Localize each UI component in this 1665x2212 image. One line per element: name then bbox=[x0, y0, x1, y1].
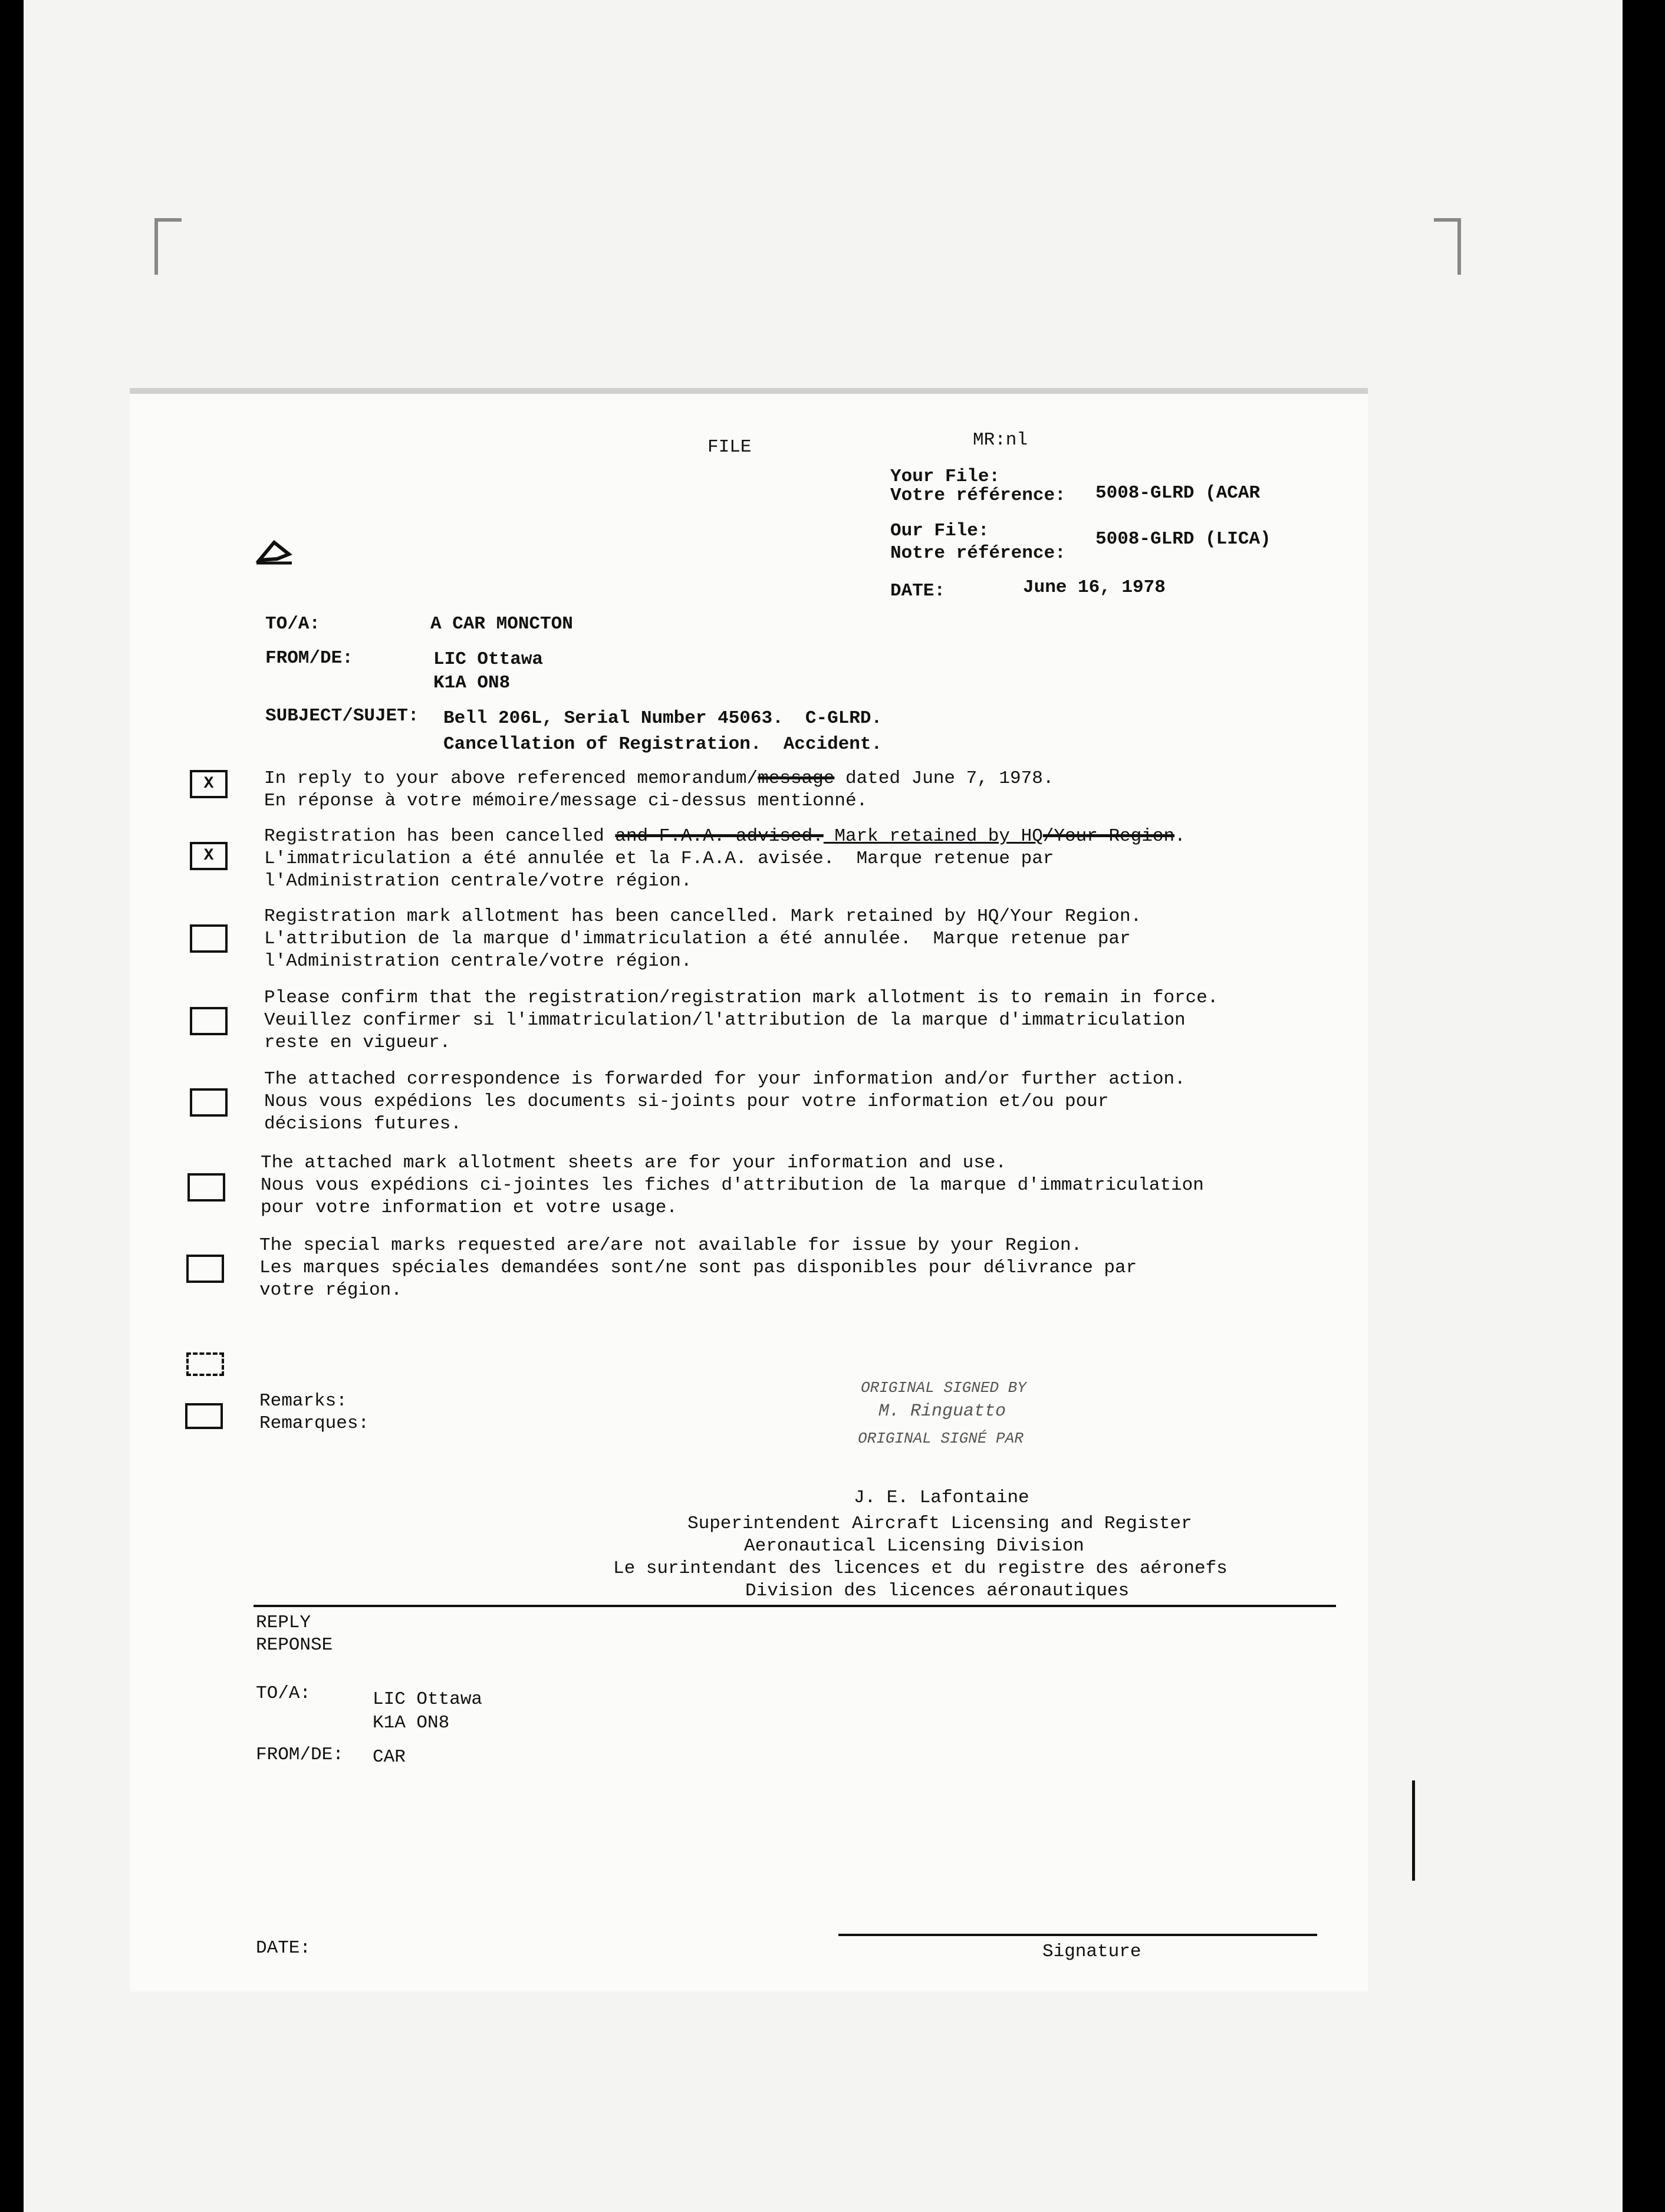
underlined-text: Mark retained by HQ bbox=[823, 826, 1043, 847]
checkbox-mark-allotment-sheets[interactable] bbox=[187, 1173, 225, 1202]
item-attached-correspondence-line-1: The attached correspondence is forwarded for your information and/or further action. bbox=[264, 1069, 1186, 1089]
struck-text: /Your Region bbox=[1042, 826, 1175, 847]
from-line-1: LIC Ottawa bbox=[433, 649, 544, 670]
your-file-label: Your File: bbox=[890, 466, 1001, 487]
to-value: A CAR MONCTON bbox=[430, 614, 573, 634]
signatory-name: J. E. Lafontaine bbox=[854, 1487, 1029, 1508]
subject-label: SUBJECT/SUJET: bbox=[265, 706, 419, 726]
subject-line-2: Cancellation of Registration. Accident. bbox=[443, 734, 883, 755]
remarks-label: Remarks: bbox=[259, 1391, 347, 1411]
initials: MR:nl bbox=[973, 430, 1028, 450]
checkbox-remarks[interactable] bbox=[185, 1403, 223, 1429]
reply-to-line-2: K1A ON8 bbox=[373, 1713, 450, 1733]
signed-stamp-name: M. Ringuatto bbox=[878, 1401, 1006, 1421]
item-registration-cancelled-line-1 bbox=[264, 825, 1186, 848]
reply-to-label: TO/A: bbox=[256, 1683, 311, 1704]
scan-edge-mark bbox=[1412, 1780, 1415, 1881]
checkbox-please-confirm[interactable] bbox=[190, 1007, 228, 1035]
item-allotment-sheets-line-1: The attached mark allotment sheets are for your information and use. bbox=[261, 1153, 1007, 1173]
from-line-2: K1A ON8 bbox=[433, 673, 511, 693]
your-file-value: 5008-GLRD (ACAR bbox=[1095, 483, 1261, 503]
item-attached-correspondence-line-3: décisions futures. bbox=[264, 1114, 462, 1134]
reponse-label: REPONSE bbox=[256, 1635, 333, 1655]
item-registration-cancelled-line-3: l'Administration centrale/votre région. bbox=[264, 871, 692, 891]
our-file-label: Our File: bbox=[890, 521, 989, 541]
checkbox-in-reply[interactable]: X bbox=[190, 770, 228, 798]
signature-line bbox=[838, 1934, 1317, 1936]
reply-label: REPLY bbox=[256, 1612, 311, 1633]
remarques-label: Remarques: bbox=[259, 1413, 370, 1434]
item-in-reply-line-1 bbox=[264, 768, 1054, 790]
checkbox-registration-cancelled[interactable]: X bbox=[190, 842, 228, 870]
checkbox-blank-1[interactable] bbox=[186, 1352, 224, 1376]
item-allotment-sheets-line-2: Nous vous expédions ci-jointes les fiches d'attribution de la marque d'immatriculation bbox=[261, 1175, 1204, 1196]
item-mark-allotment-line-3: l'Administration centrale/votre région. bbox=[264, 951, 692, 972]
crop-mark-top-left bbox=[154, 218, 182, 275]
from-label: FROM/DE: bbox=[265, 648, 353, 669]
reply-to-line-1: LIC Ottawa bbox=[373, 1689, 483, 1710]
item-in-reply-line-2: En réponse à votre mémoire/message ci-dessus mentionné. bbox=[264, 791, 868, 811]
signatory-title-2: Aeronautical Licensing Division bbox=[744, 1536, 1084, 1556]
signatory-title-3: Le surintendant des licences et du registre des aéronefs bbox=[613, 1558, 1228, 1579]
checkbox-special-marks[interactable] bbox=[186, 1255, 224, 1283]
item-attached-correspondence-line-2: Nous vous expédions les documents si-joints pour votre information et/ou pour bbox=[264, 1091, 1109, 1112]
item-please-confirm-line-2: Veuillez confirmer si l'immatriculation/l'attribution de la marque d'immatriculation bbox=[264, 1010, 1186, 1031]
signed-stamp-line-3: ORIGINAL SIGNÉ PAR bbox=[858, 1430, 1024, 1447]
department-logo-icon bbox=[254, 536, 295, 566]
item-allotment-sheets-line-3: pour votre information et votre usage. bbox=[261, 1197, 677, 1218]
signatory-title-4: Division des licences aéronautiques bbox=[745, 1581, 1130, 1601]
item-special-marks-line-3: votre région. bbox=[259, 1280, 402, 1301]
struck-text: and F.A.A. advised. bbox=[615, 826, 824, 847]
date-value: June 16, 1978 bbox=[1023, 577, 1166, 598]
item-mark-allotment-line-2: L'attribution de la marque d'immatriculation a été annulée. Marque retenue par bbox=[264, 929, 1131, 949]
notre-reference-label: Notre référence: bbox=[890, 543, 1066, 564]
subject-line-1: Bell 206L, Serial Number 45063. C-GLRD. bbox=[443, 708, 883, 729]
our-file-value: 5008-GLRD (LICA) bbox=[1095, 529, 1271, 549]
reply-from-value: CAR bbox=[373, 1747, 406, 1767]
item-please-confirm-line-3: reste en vigueur. bbox=[264, 1032, 451, 1053]
to-label: TO/A: bbox=[265, 614, 321, 634]
signatory-title-1: Superintendent Aircraft Licensing and Register bbox=[687, 1513, 1192, 1534]
item-special-marks-line-1: The special marks requested are/are not available for issue by your Region. bbox=[259, 1235, 1082, 1256]
struck-text: message bbox=[758, 768, 835, 789]
reply-divider bbox=[254, 1605, 1336, 1607]
item-text: dated June 7, 1978. bbox=[834, 768, 1054, 789]
item-text: Registration has been cancelled bbox=[264, 826, 616, 847]
signature-label: Signature bbox=[1042, 1941, 1141, 1962]
item-special-marks-line-2: Les marques spéciales demandées sont/ne sont pas disponibles pour délivrance par bbox=[259, 1258, 1137, 1278]
checkbox-attached-correspondence[interactable] bbox=[190, 1088, 228, 1117]
signed-stamp-line-1: ORIGINAL SIGNED BY bbox=[861, 1379, 1026, 1397]
checkbox-mark-allotment-cancelled[interactable] bbox=[190, 924, 228, 953]
crop-mark-top-right bbox=[1434, 218, 1461, 275]
item-mark-allotment-line-1: Registration mark allotment has been cancelled. Mark retained by HQ/Your Region. bbox=[264, 906, 1142, 927]
file-label: FILE bbox=[708, 437, 752, 457]
reply-from-label: FROM/DE: bbox=[256, 1744, 344, 1765]
date-label: DATE: bbox=[890, 581, 946, 601]
item-please-confirm-line-1: Please confirm that the registration/registration mark allotment is to remain in force. bbox=[264, 988, 1219, 1008]
item-registration-cancelled-line-2: L'immatriculation a été annulée et la F.A.A. avisée. Marque retenue par bbox=[264, 848, 1054, 869]
reply-date-label[interactable]: DATE: bbox=[256, 1938, 311, 1958]
votre-reference-label: Votre référence: bbox=[890, 485, 1066, 506]
item-text: . bbox=[1174, 826, 1186, 847]
item-text: In reply to your above referenced memorandum/ bbox=[264, 768, 758, 789]
